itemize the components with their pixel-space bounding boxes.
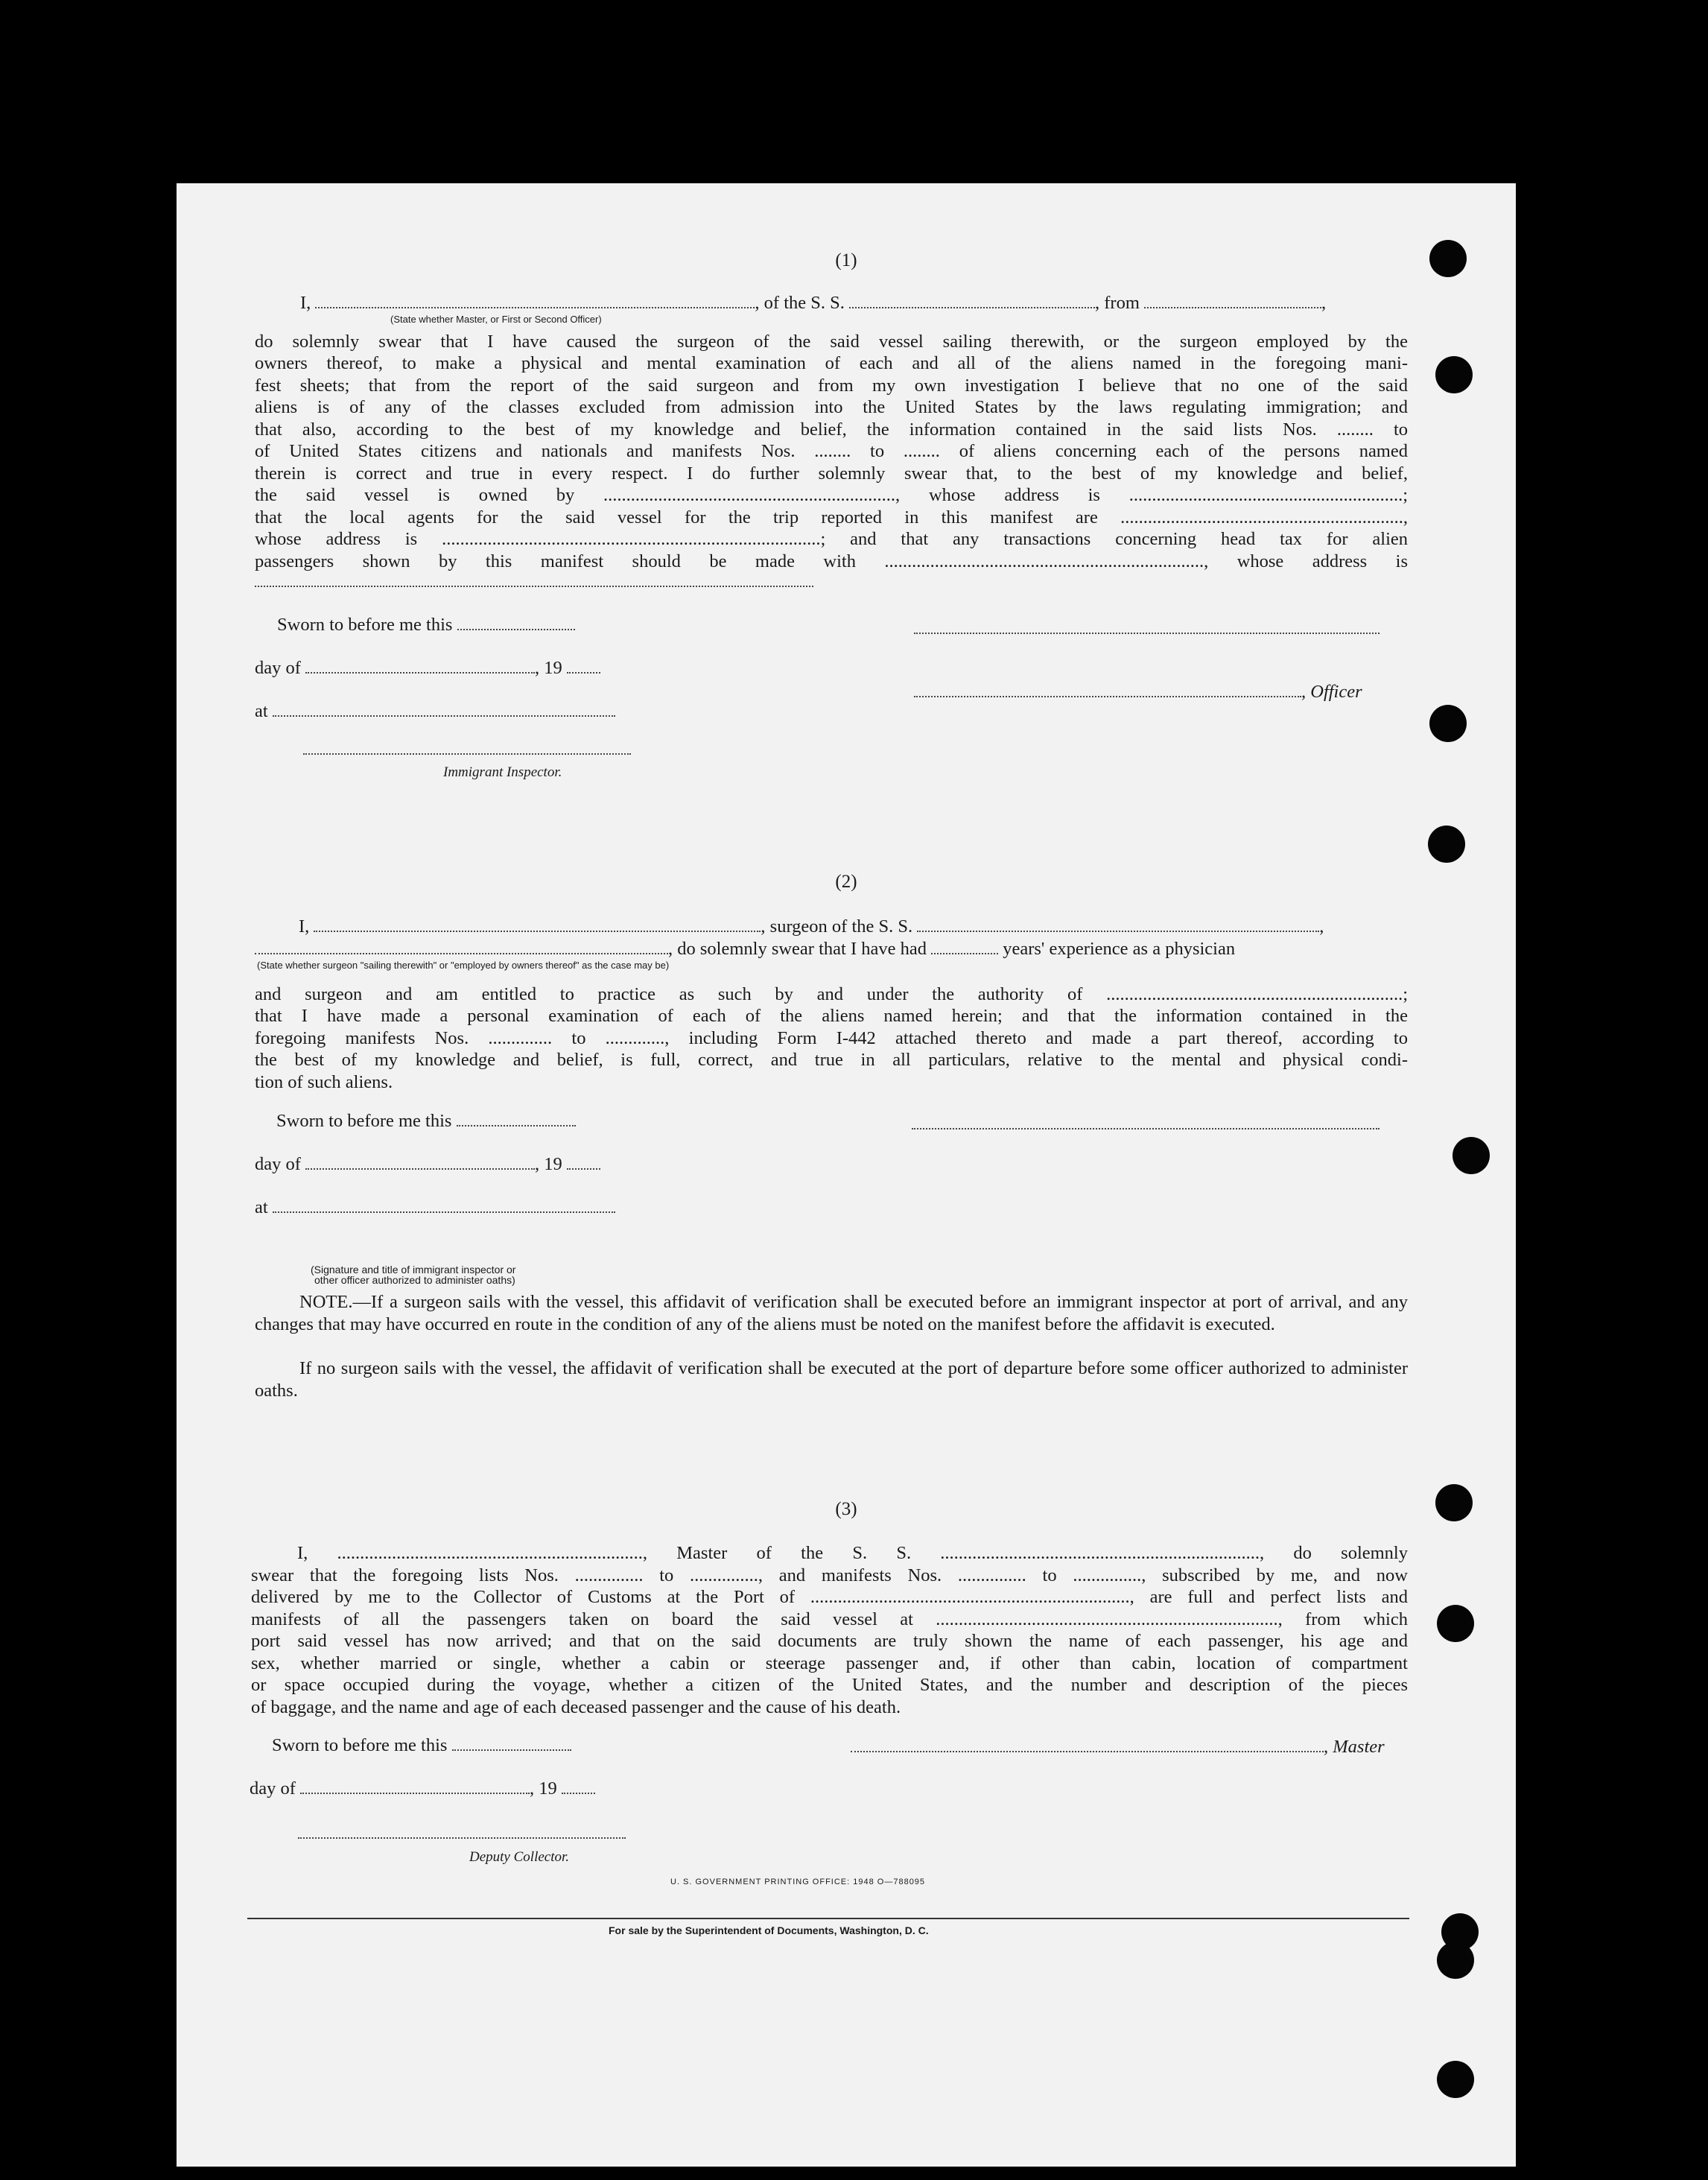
s3-body-line: sex, whether married or single, whether a cabin or steerage passenger and, if other than cabin, location of compartment (251, 1653, 1408, 1673)
footer-text: For sale by the Superintendent of Documents, Washington, D. C. (609, 1924, 929, 1936)
s1-from-label: , from (1095, 293, 1140, 313)
s2-at (255, 1197, 615, 1219)
s1-year-field[interactable] (567, 659, 600, 674)
s1-at-field[interactable] (273, 702, 615, 717)
s2-day-label: day of (255, 1154, 301, 1174)
punch-hole (1437, 2061, 1474, 2098)
s1-body-line: passengers shown by this manifest should be made with ......................................................................, whose address is (255, 551, 1408, 571)
s3-body-line: manifests of all the passengers taken on board the said vessel at ..........................................................................., from which (251, 1609, 1408, 1629)
s2-years-label: years' experience as a physician (1003, 939, 1236, 959)
s2-sig-note: other officer authorized to administer oaths) (314, 1274, 515, 1286)
printing-office-line: U. S. GOVERNMENT PRINTING OFFICE: 1948 O—788095 (670, 1878, 926, 1886)
s2-note-2: If no surgeon sails with the vessel, the affidavit of verification shall be executed at the port of departure before some officer authorized to administer oaths. (255, 1358, 1408, 1401)
s1-body-line: the said vessel is owned by ................................................................, whose address is ............................................................; (255, 485, 1408, 505)
s2-day (255, 1153, 600, 1176)
s1-name-field[interactable] (315, 294, 755, 308)
form-page (177, 183, 1516, 2167)
s1-ship-field[interactable] (849, 294, 1095, 308)
s2-state-note: (State whether surgeon "sailing therewith" or "employed by owners thereof" as the case may be) (257, 960, 670, 971)
s1-from-field[interactable] (1144, 294, 1321, 308)
s2-sworn-label: Sworn to before me this (276, 1111, 452, 1131)
s1-comma: , (1321, 293, 1327, 313)
s2-at-field[interactable] (273, 1198, 615, 1213)
s1-line1 (300, 292, 1557, 314)
s3-body-line: I, ..................................................................., Master of the S. S. ......................................................................, do solemnly (297, 1543, 1408, 1563)
s3-body-last: of baggage, and the name and age of each deceased passenger and the cause of his death. (251, 1697, 901, 1717)
s1-officer-field[interactable] (914, 682, 1301, 697)
s2-at-label: at (255, 1197, 268, 1217)
punch-hole (1429, 705, 1467, 742)
s2-body-line: and surgeon and am entitled to practice as such by and under the authority of .................................................................; (255, 984, 1408, 1004)
s3-collector-line[interactable] (298, 1837, 626, 1839)
s2-note-label: NOTE. (299, 1292, 353, 1312)
s2-note-1-text: —If a surgeon sails with the vessel, this affidavit of verification shall be executed before an immigrant inspector at port of arrival, and any changes that may have occurred en route in the condition of any of the aliens must be noted on the manifest before the affidavit is executed. (255, 1292, 1408, 1334)
footer-rule (247, 1918, 1409, 1919)
s3-sworn-field[interactable] (452, 1736, 571, 1751)
s1-ss-label: , of the S. S. (755, 293, 845, 313)
s1-body-line: do solemnly swear that I have caused the surgeon of the said vessel sailing therewith, or the surgeon employed by the (255, 332, 1408, 352)
s3-body-line: or space occupied during the voyage, whether a citizen of the United States, and the number and description of the pieces (251, 1675, 1408, 1695)
s3-master (851, 1736, 1385, 1758)
s2-role-field[interactable] (255, 940, 668, 954)
s2-note-1 (255, 1291, 1408, 1335)
s3-body-line: port said vessel has now arrived; and that on the said documents are truly shown the name of each passenger, his age and (251, 1631, 1408, 1651)
s2-ship-field[interactable] (917, 917, 1319, 932)
s1-officer (914, 681, 1362, 703)
s2-sworn (276, 1110, 576, 1132)
s2-body-line: the best of my knowledge and belief, is full, correct, and true in all particulars, relative to the mental and physical condi- (255, 1050, 1408, 1070)
s1-day-field[interactable] (305, 659, 535, 674)
punch-hole (1453, 1137, 1490, 1174)
s1-state-note: (State whether Master, or First or Second Officer) (390, 314, 602, 325)
s1-sworn (277, 614, 575, 636)
section-2-number: (2) (835, 872, 857, 892)
s1-signature-line[interactable] (914, 633, 1380, 634)
s2-comma: , (1319, 916, 1324, 937)
s1-officer-label: , Officer (1301, 682, 1362, 702)
s2-name-field[interactable] (314, 917, 761, 932)
s3-body-line: swear that the foregoing lists Nos. ............... to ..............., and manifests Nos. ............... to ..............., subscribed by me, and now (251, 1565, 1408, 1585)
s1-body-line: whose address is ...................................................................................; and that any transactions concerning head tax for alien (255, 529, 1408, 549)
s1-sworn-field[interactable] (457, 615, 575, 630)
punch-hole (1437, 1605, 1474, 1642)
s2-signature-line[interactable] (912, 1128, 1380, 1129)
s2-swear-label: , do solemnly swear that I have had (668, 939, 927, 959)
s2-body-line: foregoing manifests Nos. .............. to ............., including Form I-442 attached thereto and made a part thereof, according to (255, 1028, 1408, 1048)
s1-at (255, 700, 615, 723)
s1-at-label: at (255, 701, 268, 721)
punch-hole (1428, 826, 1465, 863)
s1-day-label: day of (255, 658, 301, 678)
section-1-number: (1) (835, 250, 857, 270)
s1-body-line: aliens is of any of the classes excluded from admission into the United States by the laws regulating immigration; and (255, 397, 1408, 417)
s1-year-label: , 19 (535, 658, 562, 678)
s1-body-line: therein is correct and true in every respect. I do further solemnly swear that, to the best of my knowledge and belief, (255, 463, 1408, 484)
s2-day-field[interactable] (305, 1155, 535, 1170)
s3-body-line: delivered by me to the Collector of Customs at the Port of ......................................................................, are full and perfect lists and (251, 1587, 1408, 1607)
s1-sworn-label: Sworn to before me this (277, 615, 453, 635)
s2-surgeon-label: , surgeon of the S. S. (761, 916, 913, 937)
s3-sworn (272, 1734, 571, 1757)
s1-body-line: that the local agents for the said vessel for the trip reported in this manifest are .............................................................., (255, 507, 1408, 527)
s3-sworn-label: Sworn to before me this (272, 1735, 448, 1755)
s1-body-line: fest sheets; that from the report of the said surgeon and from my own investigation I believe that no one of the said (255, 376, 1408, 396)
section-3-number: (3) (835, 1499, 857, 1519)
s2-line1 (299, 916, 1324, 938)
s3-day-field[interactable] (300, 1779, 530, 1794)
s2-sworn-field[interactable] (457, 1112, 576, 1127)
s1-body-line: that also, according to the best of my knowledge and belief, the information contained in the said lists Nos. ........ to (255, 419, 1408, 440)
s2-year-field[interactable] (567, 1155, 600, 1170)
s3-master-field[interactable] (851, 1737, 1324, 1752)
s2-sig-note: (Signature and title of immigrant inspector or (311, 1264, 516, 1276)
s3-day (250, 1778, 595, 1800)
s1-inspector-label: Immigrant Inspector. (443, 764, 562, 780)
s2-body-last: tion of such aliens. (255, 1072, 393, 1092)
s1-day (255, 657, 600, 679)
s3-year-field[interactable] (562, 1779, 595, 1794)
s3-collector-label: Deputy Collector. (469, 1849, 570, 1865)
s2-line2 (255, 938, 1235, 960)
s3-year-label: , 19 (530, 1778, 557, 1799)
s3-day-label: day of (250, 1778, 296, 1799)
s3-master-label: , Master (1324, 1737, 1385, 1757)
s2-i-label: I, (299, 916, 310, 937)
s2-years-field[interactable] (931, 940, 998, 954)
s1-body-line: owners thereof, to make a physical and mental examination of each and all of the aliens named in the foregoing mani- (255, 353, 1408, 373)
s2-year-label: , 19 (535, 1154, 562, 1174)
s1-inspector-line[interactable] (303, 753, 631, 755)
punch-hole (1437, 1942, 1474, 1979)
punch-hole (1435, 356, 1473, 393)
s1-body-line: of United States citizens and nationals and manifests Nos. ........ to ........ of aliens concerning each of the persons named (255, 441, 1408, 461)
s1-i-label: I, (300, 293, 311, 313)
s2-body-line: that I have made a personal examination of each of the aliens named herein; and that the information contained in the (255, 1006, 1408, 1026)
s1-address-field[interactable] (255, 586, 813, 587)
